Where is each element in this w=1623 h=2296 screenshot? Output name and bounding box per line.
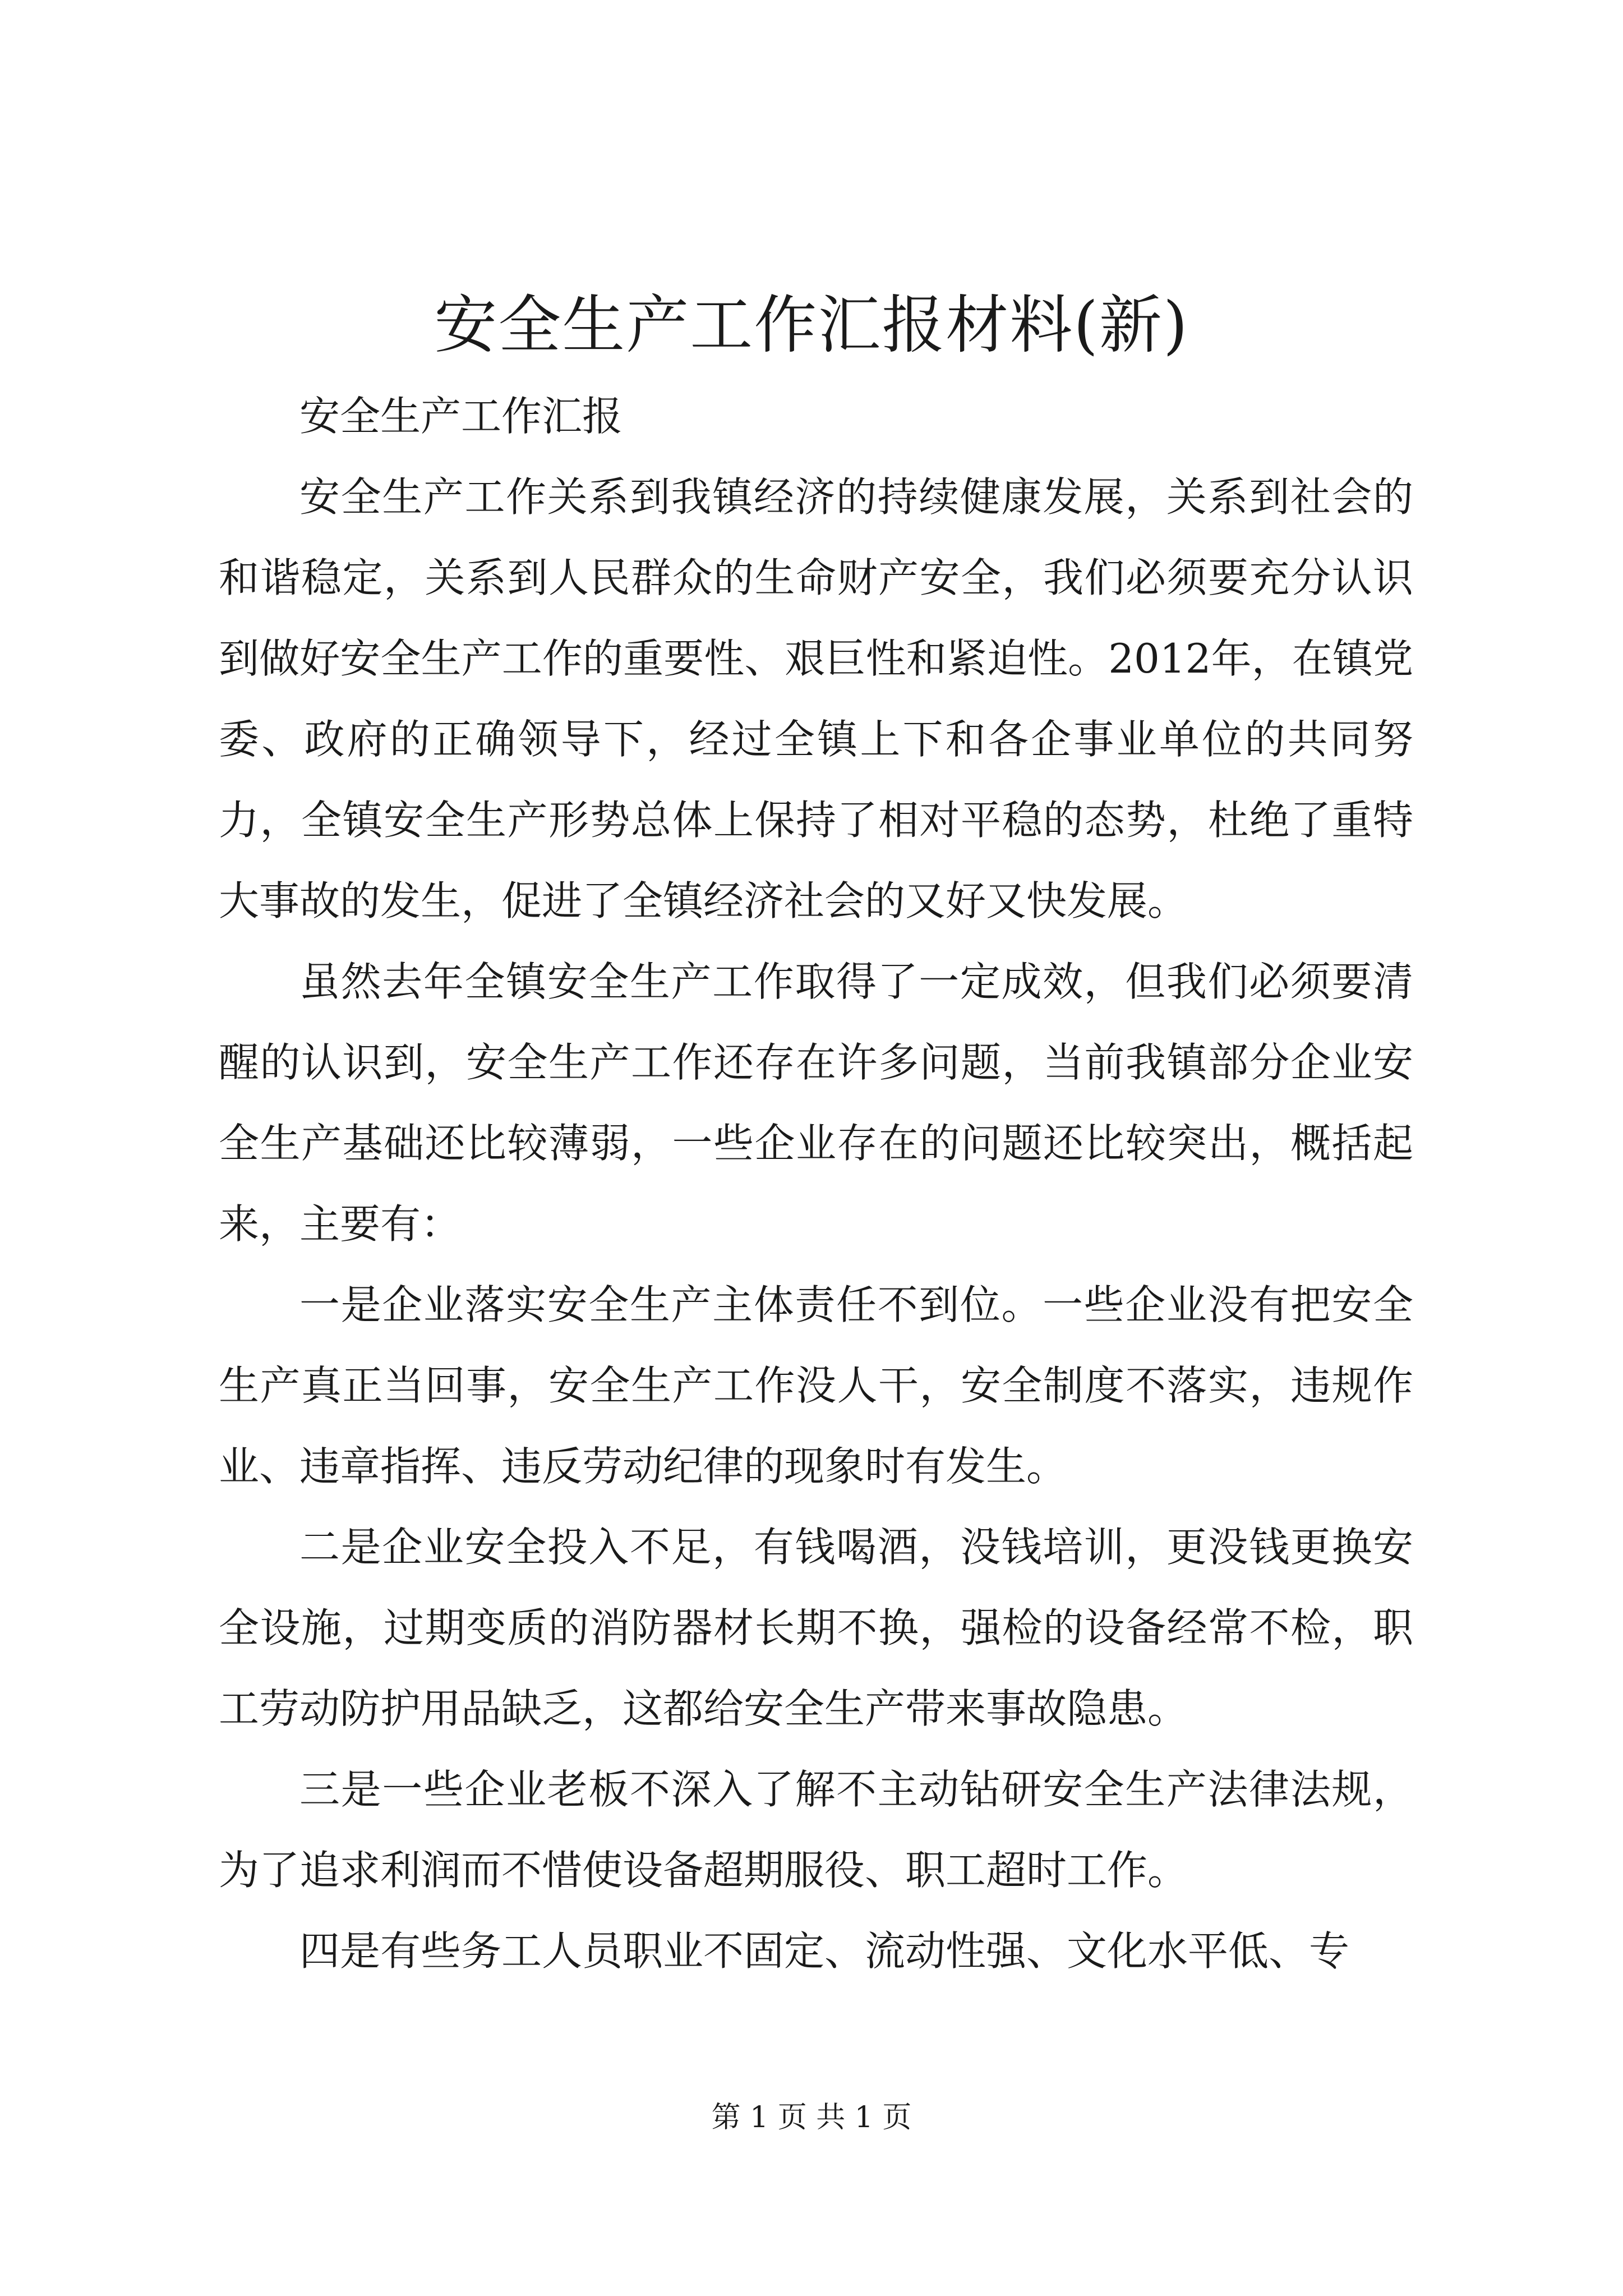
paragraph: 四是有些务工人员职业不固定、流动性强、文化水平低、专 <box>299 1927 1350 1975</box>
document-title: 安全生产工作汇报材料(新) <box>434 289 1189 362</box>
paragraph: 二是企业安全投入不足，有钱喝酒，没钱培训，更没钱更换安全设施，过期变质的消防器材长期不换，强检的设备经常不检，职工劳动防护用品缺乏，这都给安全生产带来事故隐患。 <box>219 1524 1413 1732</box>
paragraph-subtitle: 安全生产工作汇报 <box>299 393 623 440</box>
paragraph: 一是企业落实安全生产主体责任不到位。一些企业没有把安全生产真正当回事，安全生产工作没人干，安全制度不落实，违规作业、违章指挥、违反劳动纪律的现象时有发生。 <box>219 1281 1413 1490</box>
paragraph: 虽然去年全镇安全生产工作取得了一定成效，但我们必须要清醒的认识到，安全生产工作还存在许多问题，当前我镇部分企业安全生产基础还比较薄弱，一些企业存在的问题还比较突出，概括起来，主要有： <box>219 958 1413 1248</box>
page-number-footer: 第 1 页 共 1 页 <box>711 2101 912 2134</box>
document-body <box>219 376 1413 1991</box>
paragraph: 安全生产工作关系到我镇经济的持续健康发展，关系到社会的和谐稳定，关系到人民群众的生命财产安全，我们必须要充分认识到做好安全生产工作的重要性、艰巨性和紧迫性。2012年，在镇党委、政府的正确领导下，经过全镇上下和各企事业单位的共同努力，全镇安全生产形势总体上保持了相对平稳的态势，杜绝了重特大事故的发生，促进了全镇经济社会的又好又快发展。 <box>219 473 1413 924</box>
paragraph: 三是一些企业老板不深入了解不主动钻研安全生产法律法规，为了追求利润而不惜使设备超期服役、职工超时工作。 <box>219 1766 1413 1894</box>
